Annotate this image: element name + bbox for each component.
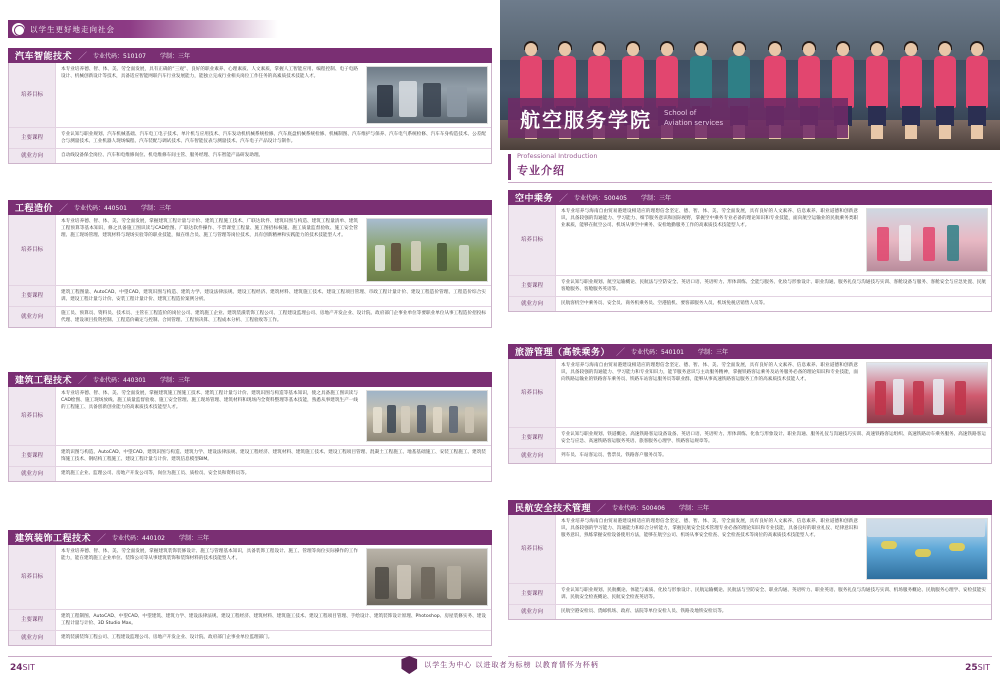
title-divider: ／ [59,204,69,214]
program-title-bar [8,200,492,215]
program-photo [366,66,488,124]
program-rows [508,359,992,464]
row-label: 主要课程 [9,446,56,466]
photo-sim [367,219,487,281]
row-text: 列车员、车站客运员、售票员、铁路客户服务员等。 [561,453,667,459]
row-text: 专业认知与职业规划、铁道概论、高速铁路客运设备设备、英语口语、英语听力、形体训练、化妆与形象设计、职业沟通、服务礼仪与沟通技巧实训、高速铁路客运组织、高速铁路动车乘务服务、高速铁路客运安全与应急、高速铁路客运服务英语、旅客服务心理学、铁路客运规章等。 [561,432,986,445]
program-row [509,205,991,276]
title-divider: ／ [97,534,107,544]
program-term: 学制：三年 [159,377,190,384]
program-term: 学制：三年 [178,535,209,542]
row-text: 民航客机空中乘务员、安全员、商务机乘务员、空港值机、要客部服务人员、机场免税店销售人员等。 [561,301,768,307]
program-rows [8,63,492,164]
title-divider: ／ [597,504,607,514]
right-page-number: 25SIT [965,663,990,673]
program-term: 学制：三年 [140,205,171,212]
row-label: 培养目标 [9,387,56,445]
program-title: 建筑装饰工程技术 [15,534,92,544]
program-card [8,372,492,482]
college-name-en: School of Aviation services [664,108,724,127]
program-title: 汽车智能技术 [15,52,73,62]
program-row [9,610,491,631]
program-code: 专业代码：500406 [612,505,665,512]
program-photo [366,548,488,606]
program-row [509,276,991,297]
row-label: 培养目标 [9,215,56,285]
program-title: 民航安全技术管理 [515,504,592,514]
program-rows [508,515,992,620]
program-row [509,515,991,584]
program-rows [8,545,492,646]
program-rows [508,205,992,312]
program-card [508,344,992,464]
program-photo [866,362,988,424]
college-name-cn: 航空服务学院 [520,107,652,132]
row-text: 施工员、预算员、资料员、技术员、主管在工程造价的岗位公司、建筑施工企业、建筑装潢装饰工程公司、工程建设监理公司、房地产开发企业、设计院、政府部门企事业单位等要职业单位从事工程造价招投标代理、建设项目投资控制、工程造价确定与控制、合同管理、工程预决算、工程成本分析、工程验收等工作。 [61,311,486,324]
program-code: 专业代码：500405 [574,195,627,202]
title-divider: ／ [78,376,88,386]
program-card [8,200,492,328]
program-code: 专业代码：440301 [93,377,146,384]
photo-sim [367,391,487,441]
title-divider: ／ [616,348,626,358]
row-label: 就业方向 [9,307,56,327]
row-label: 培养目标 [9,545,56,609]
row-text: 建筑装潢装饰工程公司、工程建设监理公司、房地产开发企业、设计院、政府部门企事业单位监理部门。 [61,635,273,641]
left-page-number: 24SIT [10,663,35,673]
program-rows [8,387,492,482]
photo-sim [367,549,487,605]
row-text: 本专业培养与海南自由贸易港建设相适应的理想信念坚定、德、智、体、美、劳全面发展，具有良好的人文素养、信息素养、职业道德和创新意识，具备较强的学习能力、沟通能力和综合分析能力，掌握民航安全技术管理专业必备的理论知识和专业技能，具备良好的职业礼仪、纪律意识和服务意识，熟练掌握安检设备使用方法，能够在航空公司、机场从事安全检查、安全检查技术等岗位的高素质技术技能型人才。 [561,519,858,539]
photo-sim [867,519,987,579]
program-row [509,584,991,605]
row-text: 本专业培养与海南自由贸易港建设相适应的理想信念坚定、德、智、体、美、劳全面发展，具有良好的人文素养、信息素养、职业道德和创新意识，具备较强的沟通能力、学习能力、细节服务意识和国际视野，掌握空中乘务专业必备的理论知识和专业技能，面向航空运输业的民航乘务类职业素质，能够在航空公司、机场从事空中乘务、安检地勤服务工作的高素质技术技能型人才。 [561,209,858,229]
row-text: 专业认知与职业规划、汽车机械基础、汽车电工电子技术、单片机与应用技术、汽车发动机机械系统检修、汽车底盘机械系统检修、机械制图、汽车维护与保养、汽车电气系统检修、汽车车身构造技术、公差配合与测量技术、工业机器人现场编程、汽车装配与调试技术、汽车智能仪表与测量技术、汽车电子产品设计与制作。 [61,132,486,145]
school-seal-icon [12,23,25,36]
program-row [9,446,491,467]
row-label: 主要课程 [509,428,556,448]
program-row [9,128,491,149]
program-row [9,631,491,645]
program-term: 学制：三年 [678,505,709,512]
row-label: 就业方向 [509,297,556,311]
row-label: 培养目标 [509,515,556,583]
program-row [9,307,491,327]
program-term: 学制：三年 [640,195,671,202]
row-label: 主要课程 [509,276,556,296]
program-row [9,286,491,307]
program-title: 工程造价 [15,204,54,214]
program-code: 专业代码：440102 [112,535,165,542]
photo-sim [367,67,487,123]
row-label: 就业方向 [509,449,556,463]
row-text: 本专业培养德、智、体、美、劳全面发展，掌握建筑工程计量与计价、建筑工程施工技术、广联达软件、建筑识图与构造、建筑工程量清单、建筑工程预算等基本知识，修之具备施工图识读与CAD绘图、广联达软件操作、不票课堂工程量、施工图招标核施、施工质量监督验收、施工安全管理、施工现场管理、建筑材料与现场实验等的职业技能，做在组合员、施工与管理等岗位技术，具有创新精神和实践能力的技术技能型人才。 [61,219,358,239]
row-label: 培养目标 [9,63,56,127]
school-crest-icon [401,656,417,674]
program-row [509,605,991,619]
program-row [509,428,991,449]
program-row [9,545,491,610]
row-text: 专业认知与职业规划、民航概论、体能与素质、化妆与形象设计、民航运输概论、民航法与空防安全、职业沟通、英语听力、职业英语、服务礼仪与沟通技巧实训、机场服务概论、民航服务心理学、安检技能实训、民航安全检查概论、民航安全检查英语等。 [561,588,986,601]
program-row [509,297,991,311]
program-title-bar [508,500,992,515]
college-banner [508,98,848,138]
program-row [509,449,991,463]
footer-motto-text: 以学生为中心 以进取者为标榜 以教育情怀为杯柄 [424,661,599,669]
program-title-bar [8,372,492,387]
title-divider: ／ [559,194,569,204]
row-label: 主要课程 [9,128,56,148]
left-banner-text: 以学生更好地走向社会 [30,24,115,34]
row-label: 就业方向 [509,605,556,619]
photo-sim [867,209,987,271]
row-text: 建筑识图与构造、AutoCAD、中望CAD、建筑识图与构造、建筑力学、建设法律法规、建设工程经济、建筑材料、建筑施工技术、建设工程项目管理、混凝土工程施工、地基基础施工、安装工程施工、建筑装饰施工技术、钢结构工程施工、建设工程计量与计价、建筑信息模型BIM。 [61,450,486,463]
program-row [509,359,991,428]
program-title-bar [508,344,992,359]
program-title: 旅游管理（高铁乘务） [515,348,611,358]
program-card [8,48,492,164]
left-page-banner [8,20,278,38]
program-photo [866,208,988,272]
footer-motto [401,656,598,674]
row-label: 就业方向 [9,467,56,481]
row-text: 本专业培养德、智、体、美、劳全面发展，具有正确的“三观”、良好的职业素养、心理素质、人文素质，掌握人工智能应用、编程控制、电子电路设计、机械创新设计等技术，具备适应智能网联汽车行业发展能力，能独立完成行业相关岗位工作任务的高素质技术技能人才。 [61,67,358,80]
program-card [508,500,992,620]
program-photo [366,390,488,442]
row-label: 培养目标 [509,205,556,275]
program-title: 空中乘务 [515,194,554,204]
program-rows [8,215,492,328]
row-label: 就业方向 [9,149,56,163]
row-text: 本专业培养与海南自由贸易港建设相适应的理想信念坚定、德、智、体、美、劳全面发展，具有良好的人文素养、信息素养、职业道德和创新意识，具备较强的沟通能力、学习能力和专业知识力，能节服务意识与主动服务精神，掌握铁路客运乘务及站务服务必备的理论知识和专业技能，面向铁路运输业的铁路客车乘务员、铁路车站客运服务员等职业群，能够从事高速铁路客运服务工作的高素质技术技能人才。 [561,363,858,383]
row-text: 民航空港安检员、货邮机场、政府、法院等单位安检人员、铁路及地铁安检员等。 [561,609,727,615]
intro-heading [508,152,992,178]
program-photo [866,518,988,580]
program-title-bar [8,48,492,63]
program-term: 学制：三年 [159,53,190,60]
program-row [9,149,491,163]
program-row [9,467,491,481]
row-label: 主要课程 [9,610,56,630]
row-text: 自动线设备保全岗位、汽车和电维修岗位、机电维修车间主管、服务经理、汽车智能产品研发助理。 [61,153,264,159]
program-title-bar [8,530,492,545]
row-text: 本专业培养德、智、体、美、劳全面发展，掌握建筑施工图施工技术、建筑工程计量与计价、建筑识图与构造等基本知识，使之具备施工图识读与CAD绘图、施工现场放线、施工质量监督验收、施工安全管理、施工现场管理、建筑材料和现场内全资料整理等基本技能，熟悉从事建筑生产一线的工程施工、具备创新创业能力的高素质技术技能型人才。 [61,391,358,411]
program-title: 建筑工程技术 [15,376,73,386]
row-text: 建筑工程图量、AutoCAD、中望CAD、建筑识图与构造、建筑力学、建设法律法规、建设工程经济、建筑材料、建筑施工技术、建设工程项目管理、市政工程计量计价、建设工程造价管理、工程造价综合实训、建设工程计量与计价、安装工程计量计价、建筑工程造价案例分析。 [61,290,486,303]
program-row [9,387,491,446]
program-row [9,63,491,128]
program-code: 专业代码：540101 [631,349,684,356]
row-text: 专业认知与职业规划、航空运输概论、民航法与空防安全、英语口语、英语听力、形体训练、全能与服务、化妆与形象设计、职业沟通、服务礼仪与沟通技巧实训、客舱设备与服务、客舱安全与应急处置、民航客舱服务、客舱服务英语等。 [561,280,986,293]
title-divider: ／ [78,52,88,62]
intro-rule [508,182,992,183]
intro-heading-en: Professional Introduction [517,152,598,160]
row-text: 建筑施工企业、监理公司、房地产开发公司等，岗位为施工员、质检员、安全员和资料员等。 [61,471,250,477]
program-code: 专业代码：510107 [93,53,146,60]
program-card [8,530,492,646]
photo-sim [867,363,987,423]
row-text: 建筑工程制图、AutoCAD、中望CAD、中望建筑、建筑力学、建设法律法规、建设工程经济、建筑材料、建筑施工技术、建设工程项目管理、手绘设计、建筑装饰设计原理、Photoshop、房屋装修实务、建设工程计量与计价、3D Studio Max。 [61,614,486,627]
program-title-bar [508,190,992,205]
row-label: 主要课程 [9,286,56,306]
program-card [508,190,992,312]
row-label: 就业方向 [9,631,56,645]
program-photo [366,218,488,282]
row-label: 主要课程 [509,584,556,604]
intro-accent-bar [508,154,511,180]
intro-heading-cn: 专业介绍 [517,164,565,177]
row-label: 培养目标 [509,359,556,427]
program-row [9,215,491,286]
row-text: 本专业培养德、智、体、美、劳全面发展，掌握建筑装饰装修设计、施工与管理基本知识，具备装饰工程设计、施工、管理等岗位实际操作的工作能力，能在建筑施工企业单位、装饰公司等从事建筑装饰和装饰材料的技术技能型人才。 [61,549,358,562]
program-term: 学制：三年 [697,349,728,356]
program-code: 专业代码：440501 [74,205,127,212]
